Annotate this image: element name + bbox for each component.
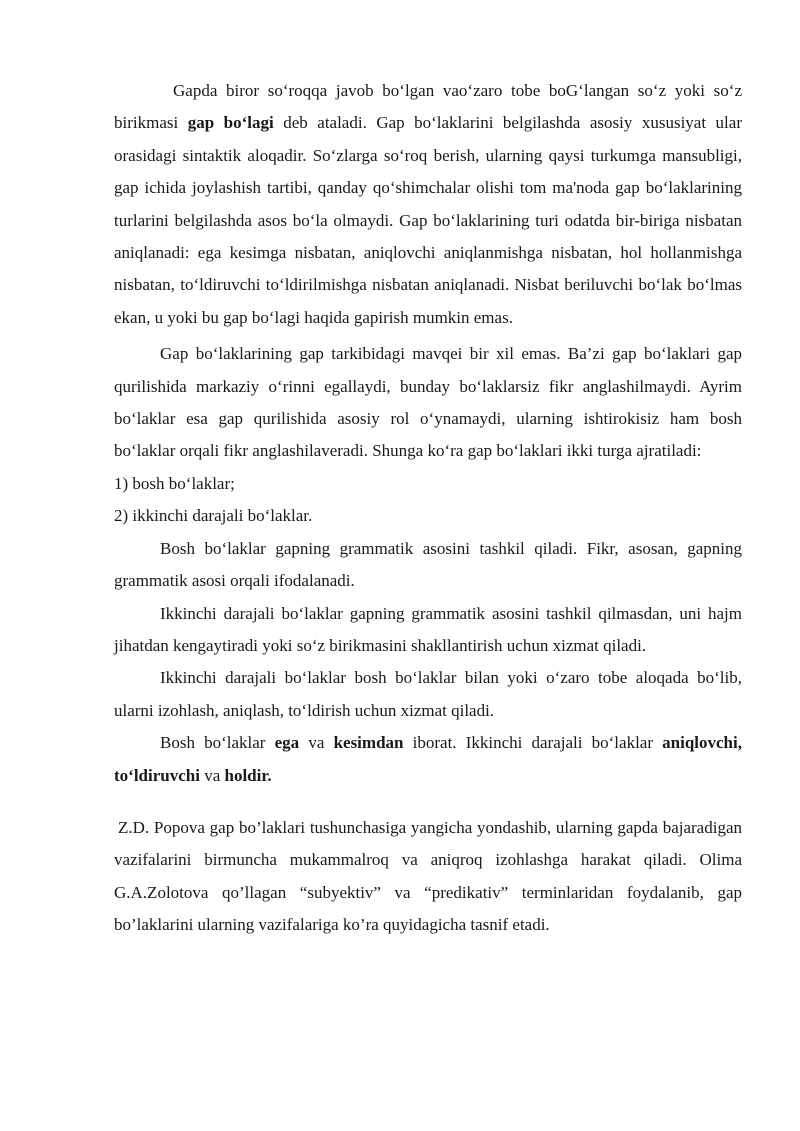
paragraph-ikkinchi-darajali: Ikkinchi darajali bo‘laklar gapning grammatik asosini tashkil qilmasdan, uni hajm jihatdan kengaytiradi yoki so‘z birikmasini shakllantirish uchun xizmat qiladi. (114, 603, 742, 655)
term-ega: ega (274, 733, 300, 753)
document-page (114, 75, 742, 942)
paragraph-position: Gap bo‘laklarining gap tarkibidagi mavqei bir xil emas. Ba’zi gap bo‘laklari gap qurilishida markaziy o‘rinni egallaydi, bunday bo‘laklarsiz fikr anglashilmaydi. Ayrim bo‘laklar esa gap qurilishida asosiy rol o‘ynamaydi, ularning ishtirokisiz ham bosh bo‘laklar orqali fikr anglashilaveradi. Shunga ko‘ra gap bo‘laklari ikki turga ajratiladi: (114, 344, 742, 461)
term-holdir: holdir. (224, 765, 272, 785)
list-item-ikkinchi: 2) ikkinchi darajali bo‘laklar. (114, 506, 313, 526)
paragraph-aloqa: Ikkinchi darajali bo‘laklar bosh bo‘laklar bilan yoki o‘zaro tobe aloqada bo‘lib, ularni izohlash, aniqlash, to‘ldirish uchun xizmat qiladi. (114, 668, 742, 720)
paragraph-popova: Z.D. Popova gap bo’laklari tushunchasiga yangicha yondashib, ularning gapda bajaradigan vazifalarini birmuncha mukammalroq va aniqroq izohlashga harakat qiladi. Olima G.A.Zolotova qo’llagan “subyektiv” va “predikativ” terminlaridan foydalanib, gap bo’laklarini ularning vazifalariga ko’ra quyidagicha tasnif etadi. (114, 817, 742, 935)
list-item-bosh: 1) bosh bo‘laklar; (114, 473, 235, 493)
term-aniqlovchi-toldiruvchi: aniqlovchi, to‘ldiruvchi (114, 733, 742, 785)
term-kesimdan: kesimdan (333, 733, 404, 753)
paragraph-classification: Bosh bo‘laklar ega va kesimdan iborat. Ikkinchi darajali bo‘laklar aniqlovchi, to‘ldiruvchi va holdir. (114, 733, 742, 785)
paragraph-text: Gapda biror so‘roqqa javob bo‘lgan vao‘zaro tobe boG‘langan so‘z yoki so‘z birikmasi (114, 81, 742, 133)
term-gap-bolagi: gap bo‘lagi (187, 113, 274, 133)
paragraph-definition (114, 75, 742, 334)
paragraph-bosh-bolaklar: Bosh bo‘laklar gapning grammatik asosini tashkil qiladi. Fikr, asosan, gapning grammatik asosi orqali ifodalanadi. (114, 538, 742, 591)
paragraph-text: deb ataladi. Gap bo‘laklarini belgilashda asosiy xususiyat ular orasidagi sintaktik aloqadir. So‘zlarga so‘roq berish, ularning qaysi turkumga mansubligi, gap ichida joylashish tartibi, qanday qo‘shimchalar olishi tom ma'noda gap bo‘laklarining turlarini belgilashda asos bo‘la olmaydi. Gap bo‘laklarining turi odatda bir-biriga nisbatan aniqlanadi: ega kesimga nisbatan, aniqlovchi aniqlanmishga nisbatan, hol hollanmishga nisbatan, to‘ldiruvchi to‘ldirilmishga nisbatan aniqlanadi. Nisbat beriluvchi bo‘lak bo‘lmas ekan, u yoki bu gap bo‘lagi haqida gapirish mumkin emas. (114, 113, 742, 327)
